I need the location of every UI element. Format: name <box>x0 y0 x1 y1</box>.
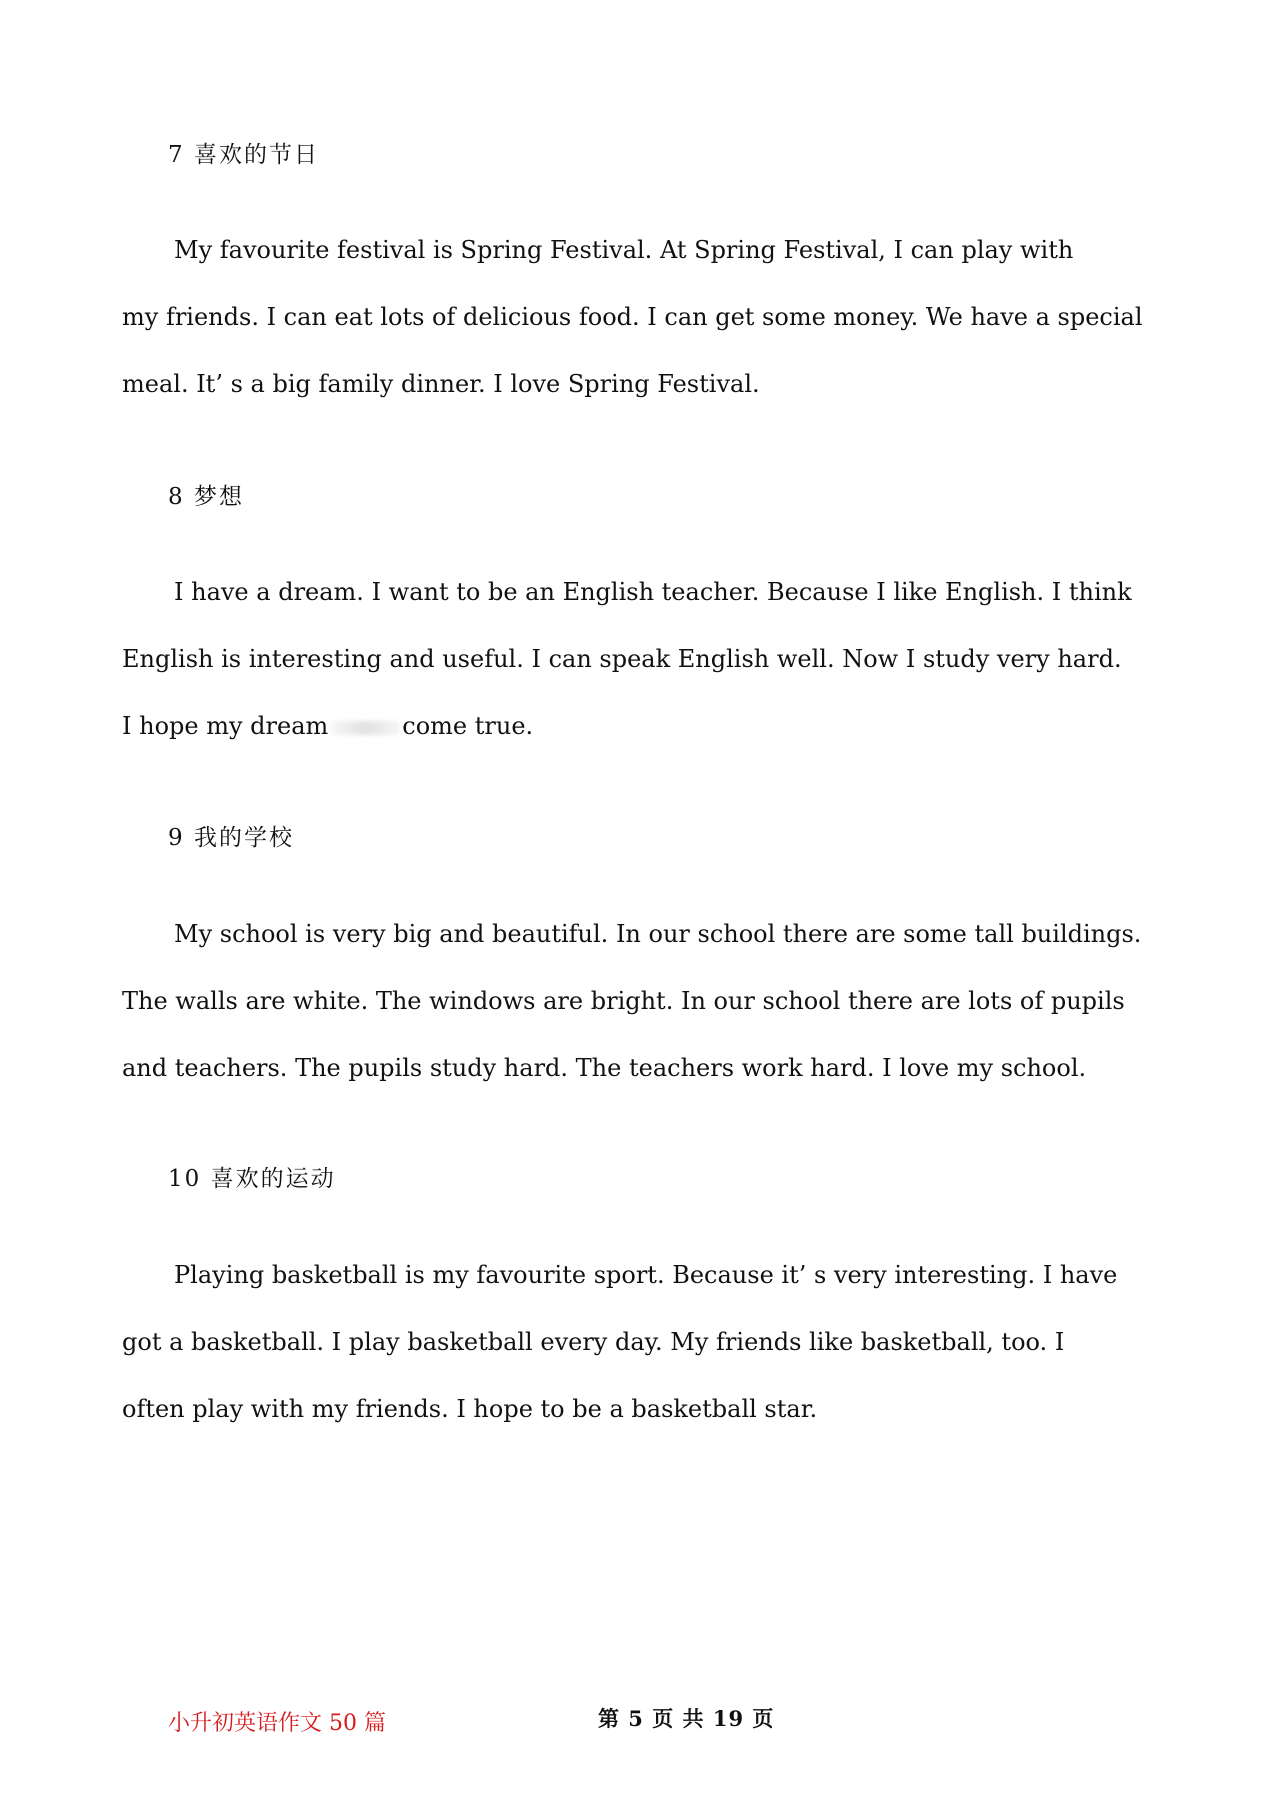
paragraph-line: Playing basketball is my favourite sport. Because it’ s very interesting. I have <box>174 1261 1118 1289</box>
section-heading-9: 9 我的学校 <box>168 825 294 851</box>
paragraph-line: English is interesting and useful. I can speak English well. Now I study very hard. <box>122 645 1122 673</box>
paragraph-line: I have a dream. I want to be an English teacher. Because I like English. I think <box>174 578 1132 606</box>
paragraph-line: My school is very big and beautiful. In our school there are some tall buildings. <box>174 920 1142 948</box>
paragraph-line: got a basketball. I play basketball every day. My friends like basketball, too. I <box>122 1328 1065 1356</box>
paragraph-line: my friends. I can eat lots of delicious food. I can get some money. We have a special <box>122 303 1143 331</box>
paragraph-line: The walls are white. The windows are bright. In our school there are lots of pupils <box>122 987 1125 1015</box>
paragraph-line: often play with my friends. I hope to be a basketball star. <box>122 1395 818 1423</box>
paragraph-line: meal. It’ s a big family dinner. I love Spring Festival. <box>122 370 760 398</box>
paragraph-line-tail: come true. <box>402 712 534 740</box>
paragraph-line-with-blur <box>122 712 533 740</box>
footer-page-number: 第 5 页 共 19 页 <box>598 1706 775 1731</box>
paragraph-line: and teachers. The pupils study hard. The teachers work hard. I love my school. <box>122 1054 1087 1082</box>
paragraph-line: My favourite festival is Spring Festival. At Spring Festival, I can play with <box>174 236 1074 264</box>
section-heading-7: 7 喜欢的节日 <box>168 142 319 168</box>
section-heading-8: 8 梦想 <box>168 484 244 510</box>
section-heading-10: 10 喜欢的运动 <box>168 1166 336 1192</box>
footer-document-title: 小升初英语作文 50 篇 <box>168 1711 386 1736</box>
paragraph-line-head: I hope my dream <box>122 712 329 740</box>
blurred-text-region <box>330 721 400 735</box>
